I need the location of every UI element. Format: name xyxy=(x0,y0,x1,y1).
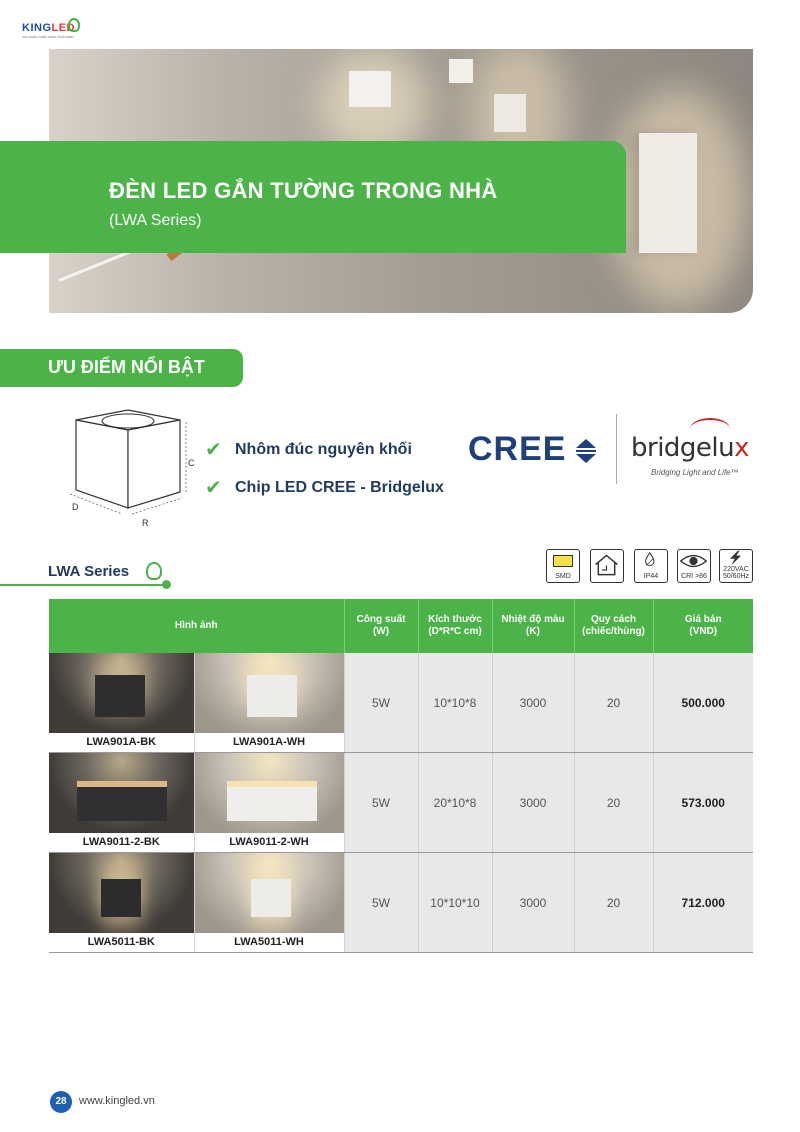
product-image-bk xyxy=(49,653,194,753)
cell-packing: 20 xyxy=(574,853,653,953)
cell-color-temp: 3000 xyxy=(492,653,574,753)
ip44-icon: IP44 xyxy=(634,549,668,583)
cell-color-temp: 3000 xyxy=(492,753,574,853)
series-underline xyxy=(0,584,166,586)
table-row xyxy=(49,753,753,853)
feature-item xyxy=(205,475,444,500)
cell-size: 20*10*8 xyxy=(418,753,492,853)
header-price: Giá bán (VND) xyxy=(653,599,753,653)
smd-chip-icon: SMD xyxy=(546,549,580,583)
product-code: LWA9011-2-WH xyxy=(195,833,344,852)
product-table xyxy=(49,599,753,953)
product-image-wh xyxy=(194,853,344,953)
voltage-icon: 220VAC 50/60Hz xyxy=(719,549,753,583)
dimension-label-c: C xyxy=(188,458,195,468)
cell-power: 5W xyxy=(344,753,418,853)
indoor-house-icon xyxy=(590,549,624,583)
cell-packing: 20 xyxy=(574,753,653,853)
page-number: 28 xyxy=(50,1091,72,1113)
table-row xyxy=(49,653,753,753)
cell-power: 5W xyxy=(344,853,418,953)
feature-text: Chip LED CREE - Bridgelux xyxy=(235,478,444,496)
check-icon: ✔ xyxy=(205,439,222,461)
cell-price: 712.000 xyxy=(653,853,753,953)
cree-arrows-icon xyxy=(574,438,598,464)
header-image: Hình ảnh xyxy=(49,599,344,653)
product-image-bk xyxy=(49,753,194,853)
website-link[interactable]: www.kingled.vn xyxy=(79,1095,155,1107)
table-row xyxy=(49,853,753,953)
section-heading: ƯU ĐIỂM NỔI BẬT xyxy=(48,357,205,377)
product-code: LWA5011-WH xyxy=(195,933,344,952)
page-title: ĐÈN LED GẮN TƯỜNG TRONG NHÀ xyxy=(109,178,498,203)
header-size: Kích thước (D*R*C cm) xyxy=(418,599,492,653)
logo-divider xyxy=(616,414,617,484)
product-code: LWA901A-BK xyxy=(49,733,194,752)
dimension-label-r: R xyxy=(142,518,149,528)
bulb-icon xyxy=(68,18,80,32)
cube-dimension-icon xyxy=(66,406,198,532)
eye-cri-icon: CRI >86 xyxy=(677,549,711,583)
brand-tagline: GIẢI PHÁP CHIẾU SÁNG TOÀN DIỆN xyxy=(22,35,74,39)
cell-price: 500.000 xyxy=(653,653,753,753)
cell-packing: 20 xyxy=(574,653,653,753)
dimension-label-d: D xyxy=(72,502,79,512)
check-icon: ✔ xyxy=(205,477,222,499)
feature-item xyxy=(205,437,412,462)
cell-size: 10*10*10 xyxy=(418,853,492,953)
brand-wordmark: KINGLED xyxy=(22,22,75,34)
feature-text: Nhôm đúc nguyên khối xyxy=(235,440,412,458)
bulb-icon xyxy=(146,562,162,580)
header-power: Công suất (W) xyxy=(344,599,418,653)
product-code: LWA5011-BK xyxy=(49,933,194,952)
product-code: LWA901A-WH xyxy=(195,733,344,752)
header-color-temp: Nhiệt độ màu (K) xyxy=(492,599,574,653)
cell-size: 10*10*8 xyxy=(418,653,492,753)
header-packing: Quy cách (chiếc/thùng) xyxy=(574,599,653,653)
series-underline-dot xyxy=(162,580,171,589)
page-subtitle: (LWA Series) xyxy=(109,212,202,229)
table-header-row xyxy=(49,599,753,653)
series-title: LWA Series xyxy=(48,563,130,580)
cell-price: 573.000 xyxy=(653,753,753,853)
cree-logo: CREE xyxy=(468,430,567,468)
cell-color-temp: 3000 xyxy=(492,853,574,953)
product-code: LWA9011-2-BK xyxy=(49,833,194,852)
bridgelux-logo: bridgelux xyxy=(631,433,750,463)
cell-power: 5W xyxy=(344,653,418,753)
product-image-wh xyxy=(194,753,344,853)
product-image-wh xyxy=(194,653,344,753)
bridgelux-tagline: Bridging Light and Life™ xyxy=(651,468,739,477)
brand-logo xyxy=(22,22,82,46)
product-image-bk xyxy=(49,853,194,953)
